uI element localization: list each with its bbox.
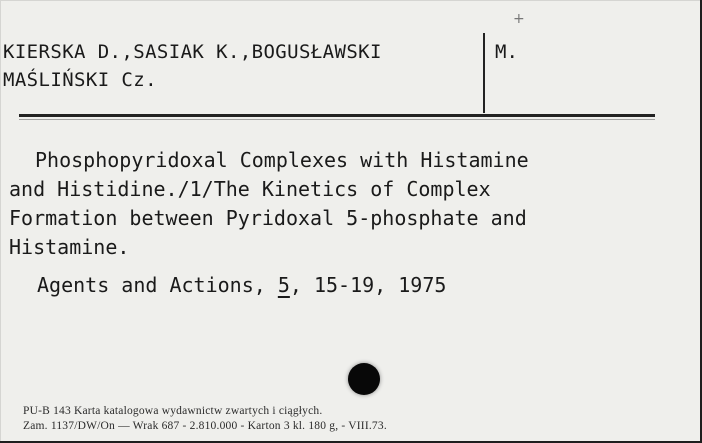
authors-line-2: MAŚLIŃSKI Cz. [3,69,157,91]
horizontal-divider [19,114,655,117]
vertical-divider [483,33,485,113]
plus-mark-icon: + [513,11,525,27]
publication-title [9,146,669,262]
journal-name: Agents and Actions, [37,273,266,297]
footer-line-1: PU-B 143 Karta katalogowa wydawnictw zwartych i ciągłych. [23,405,323,417]
authors-line-1: KIERSKA D.,SASIAK K.,BOGUSŁAWSKI [3,41,382,63]
pages-year: , 15-19, 1975 [289,273,447,297]
source-citation [37,271,446,300]
title-line-3: Formation between Pyridoxal 5-phosphate and [9,206,527,230]
horizontal-divider-thin [19,119,655,120]
title-line-4: Histamine. [9,235,130,259]
volume-number: 5 [277,273,290,297]
authors-block [3,38,382,94]
card-footer [23,404,387,434]
footer-line-2: Zam. 1137/DW/On — Wrak 687 - 2.810.000 - Karton 3 kl. 180 g, - VIII.73. [23,420,387,432]
punch-hole [348,363,380,395]
title-line-2: and Histidine./1/The Kinetics of Complex [9,177,491,201]
title-line-1: Phosphopyridoxal Complexes with Histamine [35,148,529,172]
authors-right-initial: M. [495,41,518,63]
